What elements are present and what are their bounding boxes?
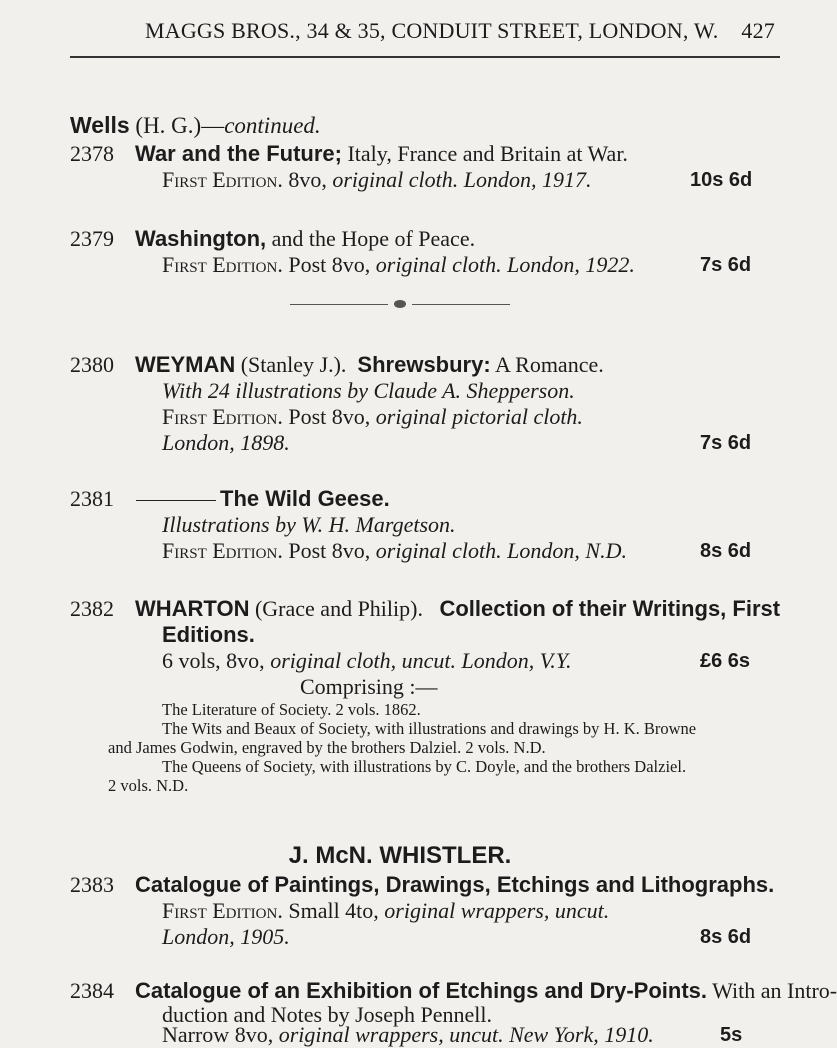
lot-number: 2378 [70, 141, 114, 166]
ditto-dash [136, 500, 216, 501]
section-author-whistler: J. McN. WHISTLER. [288, 842, 512, 869]
lot-description: First Edition. Post 8vo, original cloth. London, 1922. [162, 252, 635, 277]
lot-title-continued: Editions. [162, 622, 255, 647]
lot-number: 2381 [70, 486, 114, 511]
lot-description: 6 vols, 8vo, original cloth, uncut. London, V.Y. [162, 648, 572, 673]
lot-title-continued: duction and Notes by Joseph Pennell. [162, 1002, 492, 1027]
lot-number: 2382 [70, 596, 114, 621]
header-rule [70, 56, 780, 58]
lot-price: 8s 6d [700, 926, 752, 948]
lot-title: War and the Future; Italy, France and Britain at War. [135, 141, 628, 166]
lot-title: Catalogue of an Exhibition of Etchings and Dry-Points. With an Intro- [135, 978, 837, 1003]
comprising-label: Comprising :— [300, 674, 438, 699]
lot-number: 2383 [70, 872, 114, 897]
lot-description: Narrow 8vo, original wrappers, uncut. New York, 1910. [162, 1022, 654, 1047]
lot-description: First Edition. Post 8vo, original cloth. London, N.D. [162, 538, 627, 563]
contents-item-continued: 2 vols. N.D. [108, 776, 189, 795]
lot-number: 2384 [70, 978, 114, 1003]
contents-item: The Queens of Society, with illustrations by C. Doyle, and the brothers Dalziel. [162, 757, 687, 776]
lot-imprint: London, 1898. [162, 430, 290, 455]
lot-price: 7s 6d [700, 432, 752, 454]
lot-illustrations: Illustrations by W. H. Margetson. [162, 512, 456, 537]
lot-title: The Wild Geese. [130, 486, 390, 512]
lot-number: 2380 [70, 352, 114, 377]
lot-imprint: London, 1905. [162, 924, 290, 949]
lot-description: First Edition. 8vo, original cloth. London, 1917. [162, 167, 592, 192]
lot-title: Catalogue of Paintings, Drawings, Etchings and Lithographs. [135, 872, 775, 897]
lot-price: 8s 6d [700, 540, 752, 562]
lot-title: WEYMAN (Stanley J.). Shrewsbury: A Romance. [135, 352, 604, 377]
lot-price: £6 6s [700, 650, 751, 672]
lot-price: 10s 6d [690, 169, 753, 191]
running-header [145, 18, 775, 44]
section-author-wells: Wells (H. G.)—continued. [70, 112, 321, 138]
lot-price: 5s [720, 1024, 743, 1046]
contents-item-continued: and James Godwin, engraved by the brothers Dalziel. 2 vols. N.D. [108, 738, 546, 757]
contents-item: The Wits and Beaux of Society, with illustrations and drawings by H. K. Browne [162, 719, 697, 738]
lot-title: WHARTON (Grace and Philip). Collection of their Writings, First [135, 596, 781, 621]
lot-price: 7s 6d [700, 254, 752, 276]
lot-number: 2379 [70, 226, 114, 251]
lot-illustrations: With 24 illustrations by Claude A. Shepperson. [162, 378, 575, 403]
lot-description: First Edition. Small 4to, original wrappers, uncut. [162, 898, 610, 923]
lot-title: Washington, and the Hope of Peace. [135, 226, 476, 251]
lot-description: First Edition. Post 8vo, original pictorial cloth. [162, 404, 583, 429]
page-number: 427 [741, 18, 775, 43]
publisher-line: MAGGS BROS., 34 & 35, CONDUIT STREET, LONDON, W. [145, 18, 719, 43]
contents-item: The Literature of Society. 2 vols. 1862. [162, 700, 421, 719]
section-divider [290, 300, 510, 310]
